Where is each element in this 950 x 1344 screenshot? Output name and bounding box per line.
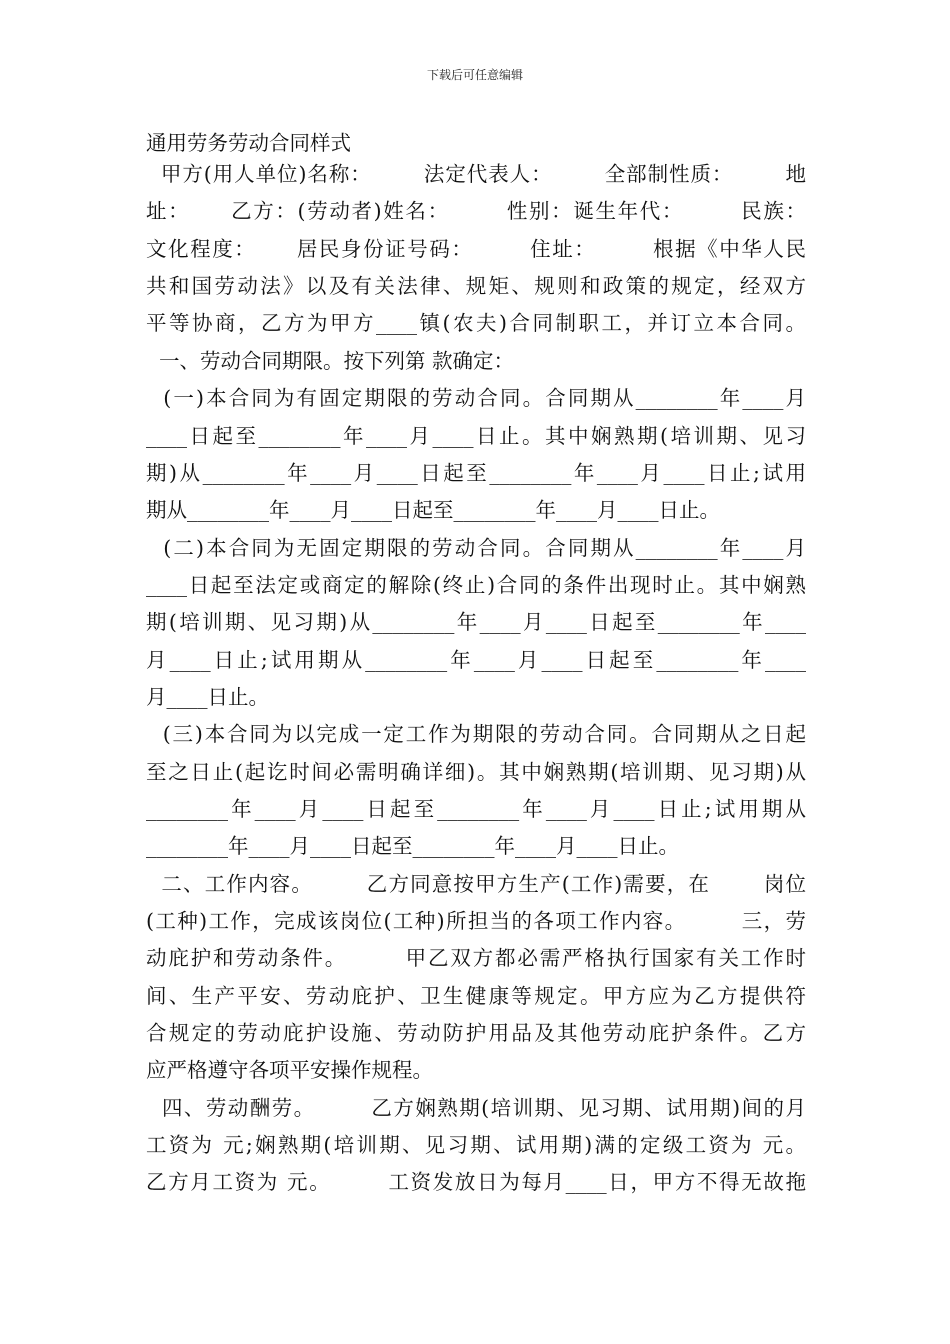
body-line: ________年____月____日起至________年____月____日止;试用期从 — [146, 797, 806, 821]
body-line: 平等协商，乙方为甲方____镇(农夫)合同制职工，并订立本合同。 — [146, 311, 806, 335]
body-line: 应严格遵守各项平安操作规程。 — [146, 1058, 433, 1082]
page-header: 下载后可任意编辑 — [426, 68, 523, 82]
body-line: (工种)工作，完成该岗位(工种)所担当的各项工作内容。 三，劳 — [146, 909, 806, 933]
body-line: (三)本合同为以完成一定工作为期限的劳动合同。合同期从之日起 — [146, 722, 806, 746]
body-line: ________年____月____日起至________年____月____日止。 — [146, 834, 679, 858]
body-line: 甲方(用人单位)名称： 法定代表人： 全部制性质： 地 — [146, 162, 806, 186]
body-line: 共和国劳动法》以及有关法律、规矩、规则和政策的规定，经双方 — [146, 274, 806, 298]
document-title: 通用劳务劳动合同样式 — [146, 131, 351, 155]
body-line: 至之日止(起讫时间必需明确详细)。其中娴熟期(培训期、见习期)从 — [146, 760, 806, 784]
body-line: ____日起至________年____月____日止。其中娴熟期(培训期、见习 — [146, 424, 806, 448]
body-line: (二)本合同为无固定期限的劳动合同。合同期从________年____月 — [146, 536, 806, 560]
body-line: 址： 乙方：(劳动者)姓名： 性别：诞生年代： 民族： — [146, 199, 806, 223]
body-line: 期(培训期、见习期)从________年____月____日起至________年____ — [146, 610, 806, 634]
body-line: 动庇护和劳动条件。 甲乙双方都必需严格执行国家有关工作时 — [146, 946, 806, 970]
body-line: 文化程度： 居民身份证号码： 住址： 根据《中华人民 — [146, 237, 806, 261]
body-line: 合规定的劳动庇护设施、劳动防护用品及其他劳动庇护条件。乙方 — [146, 1021, 806, 1045]
body-line: 期)从________年____月____日起至________年____月____日止;试用 — [146, 461, 806, 485]
body-line: 乙方月工资为 元。 工资发放日为每月____日，甲方不得无故拖 — [146, 1170, 806, 1194]
body-line: 月____日止;试用期从________年____月____日起至________年____ — [146, 648, 806, 672]
body-line: (一)本合同为有固定期限的劳动合同。合同期从________年____月 — [146, 386, 806, 410]
body-line: 四、劳动酬劳。 乙方娴熟期(培训期、见习期、试用期)间的月 — [146, 1096, 806, 1120]
body-line: 二、工作内容。 乙方同意按甲方生产(工作)需要，在 岗位 — [146, 872, 806, 896]
body-line: 一、劳动合同期限。按下列第 款确定： — [146, 349, 515, 373]
body-line: ____日起至法定或商定的解除(终止)合同的条件出现时止。其中娴熟 — [146, 573, 806, 597]
body-line: 工资为 元;娴熟期(培训期、见习期、试用期)满的定级工资为 元。 — [146, 1133, 806, 1157]
body-line: 间、生产平安、劳动庇护、卫生健康等规定。甲方应为乙方提供符 — [146, 984, 806, 1008]
body-line: 期从________年____月____日起至________年____月____日止。 — [146, 498, 720, 522]
body-line: 月____日止。 — [146, 685, 269, 709]
